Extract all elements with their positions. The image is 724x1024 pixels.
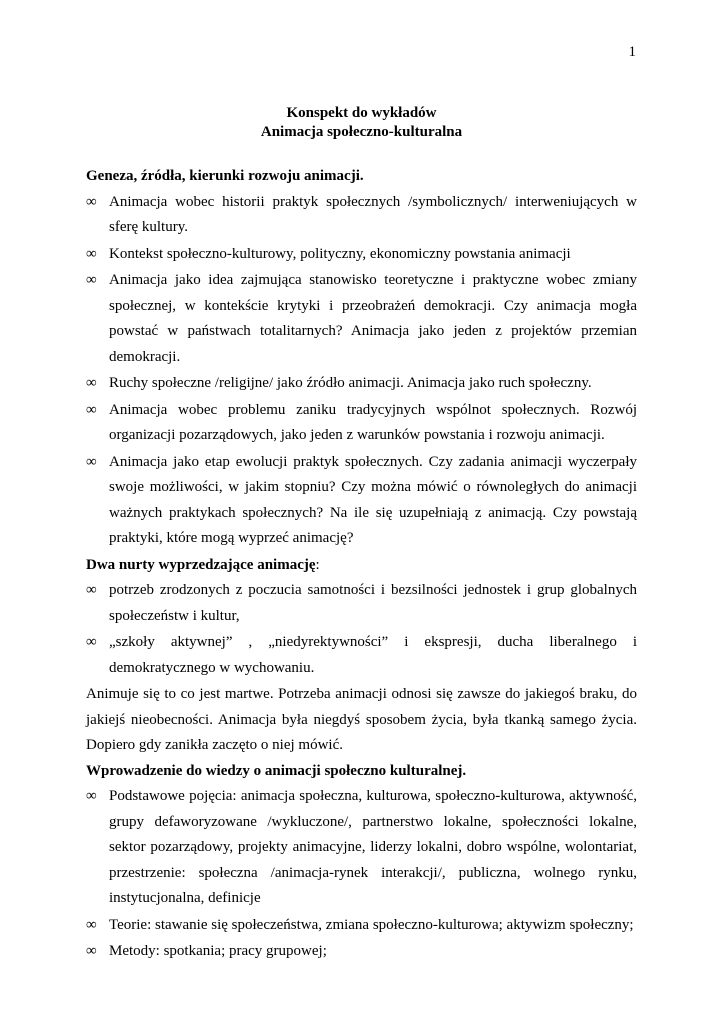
section-2-heading-colon: :	[315, 556, 320, 573]
infinity-bullet-icon: ∞	[86, 272, 97, 288]
infinity-bullet-icon: ∞	[86, 245, 97, 262]
section-3-heading: Wprowadzenie do wiedzy o animacji społeczno kulturalnej.	[86, 762, 467, 779]
section-2-paragraph: Animuje się to co jest martwe. Potrzeba animacji odnosi się zawsze do jakiegoś braku, do jakiejś nieobecności. Animacja była niegdyś sposobem życia, była tkanką samego życia. Dopiero gdy zanikła zaczęto o niej mówić.	[86, 686, 637, 753]
list-item-text: Ruchy społeczne /religijne/ jako źródło animacji. Animacja jako ruch społeczny.	[109, 375, 592, 391]
infinity-bullet-icon: ∞	[86, 375, 97, 391]
title-line-1: Konspekt do wykładów	[286, 105, 437, 121]
infinity-bullet-icon: ∞	[86, 582, 97, 598]
list-item-text: Animacja jako idea zajmująca stanowisko teoretyczne i praktyczne wobec zmiany społecznej, w kontekście krytyki i przeobrażeń demokracji. Czy animacja mogła powstać w państwach totalitarnych? Animacja jako jeden z projektów przemian demokracji.	[109, 272, 637, 365]
infinity-bullet-icon: ∞	[86, 453, 97, 470]
section-2-heading	[86, 553, 637, 579]
list-item-text: Podstawowe pojęcia: animacja społeczna, kulturowa, społeczno-kulturowa, aktywność, grupy defaworyzowane /wykluczone/, partnerstwo lokalne, społeczności lokalne, sektor pozarządowy, projekty animacyjne, liderzy lokalni, dobro wspólne, wolontariat, przestrzenie: społeczna /animacja-rynek interakcji/, publiczna, wolnego rynku, instytucjonalna, definicje	[109, 788, 637, 906]
section-2-list	[86, 578, 637, 681]
list-item-text: Animacja wobec problemu zaniku tradycyjnych wspólnot społecznych. Rozwój organizacji pozarządowych, jako jeden z warunków powstania i rozwoju animacji.	[109, 401, 637, 443]
list-item-text: Animacja wobec historii praktyk społecznych /symbolicznych/ interweniujących w sferę kultury.	[109, 193, 637, 235]
list-item	[86, 242, 637, 268]
infinity-bullet-icon: ∞	[86, 401, 97, 418]
list-item-text: Animacja jako etap ewolucji praktyk społecznych. Czy zadania animacji wyczerpały swoje możliwości, w jakim stopniu? Czy można mówić o równoległych do animacji ważnych praktykach społecznych? Na ile się uzupełniają z animacją. Czy powstają praktyki, które mogą wyprzeć animację?	[109, 453, 637, 546]
list-item-text: Metody: spotkania; pracy grupowej;	[109, 943, 327, 959]
document-content	[86, 104, 637, 966]
section-1-list	[86, 190, 637, 552]
infinity-bullet-icon: ∞	[86, 788, 97, 804]
list-item	[86, 913, 637, 939]
title-line-2: Animacja społeczno-kulturalna	[260, 124, 463, 140]
page-number: 1	[628, 44, 636, 60]
list-item-text: „szkoły aktywnej” , „niedyrektywności” i ekspresji, ducha liberalnego i demokratycznego w wychowaniu.	[109, 634, 637, 676]
section-3-list	[86, 784, 637, 965]
list-item	[86, 578, 637, 629]
list-item	[86, 268, 637, 370]
list-item	[86, 630, 637, 681]
infinity-bullet-icon: ∞	[86, 943, 97, 959]
infinity-bullet-icon: ∞	[86, 916, 97, 933]
section-1-heading: Geneza, źródła, kierunki rozwoju animacji.	[86, 168, 364, 184]
infinity-bullet-icon: ∞	[86, 634, 97, 650]
list-item	[86, 939, 637, 965]
list-item	[86, 450, 637, 552]
list-item-text: Kontekst społeczno-kulturowy, polityczny, ekonomiczny powstania animacji	[109, 245, 571, 262]
list-item	[86, 398, 637, 449]
list-item	[86, 371, 637, 397]
list-item	[86, 784, 637, 912]
section-2-heading-text: Dwa nurty wyprzedzające animację	[86, 556, 316, 573]
list-item-text: Teorie: stawanie się społeczeństwa, zmiana społeczno-kulturowa; aktywizm społeczny;	[109, 916, 634, 933]
infinity-bullet-icon: ∞	[86, 193, 97, 210]
list-item	[86, 190, 637, 241]
list-item-text: potrzeb zrodzonych z poczucia samotności i bezsilności jednostek i grup globalnych społeczeństw i kultur,	[109, 582, 637, 624]
